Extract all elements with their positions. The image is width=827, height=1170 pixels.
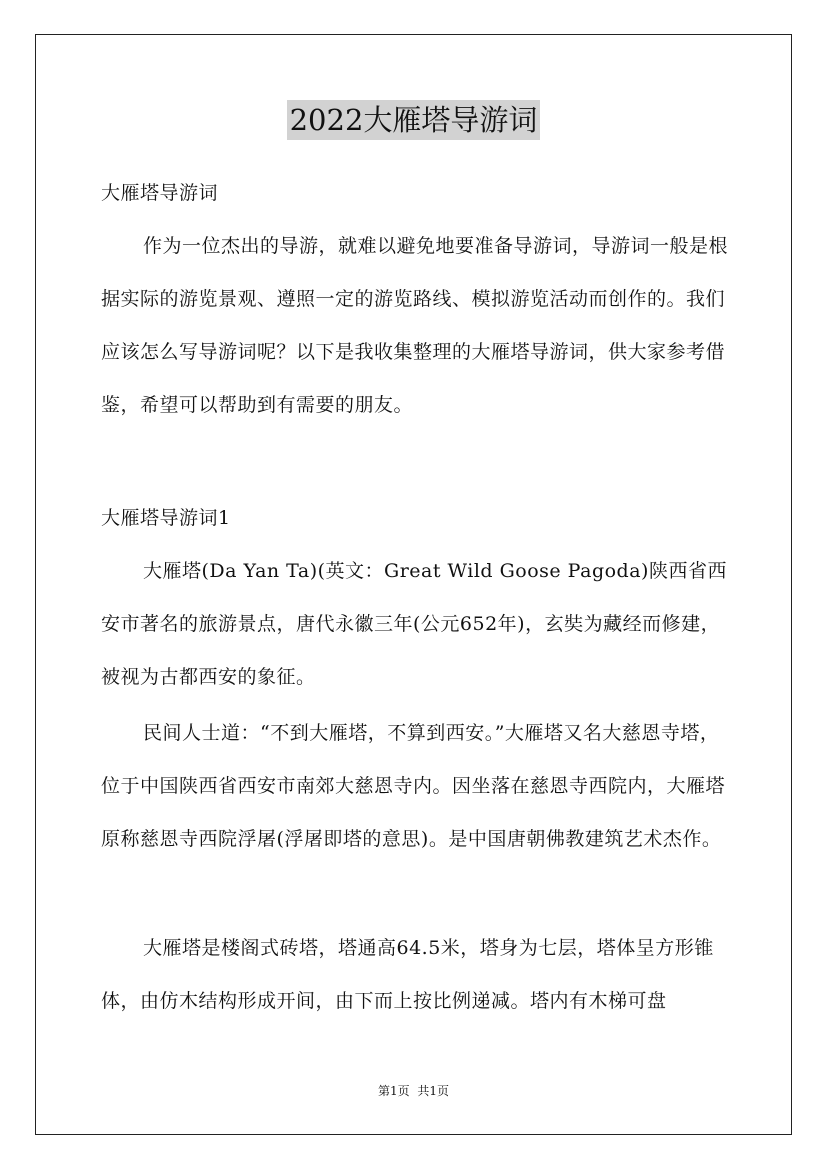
section1-paragraph-2: 民间人士道：“不到大雁塔，不算到西安。”大雁塔又名大慈恩寺塔，位于中国陕西省西安市南郊大慈恩寺内。因坐落在慈恩寺西院内，大雁塔原称慈恩寺西院浮屠(浮屠即塔的意思)。是中国唐朝佛教建筑艺术杰作。: [101, 722, 726, 850]
page-footer: [0, 1082, 827, 1100]
section1-paragraph-3: 大雁塔是楼阁式砖塔，塔通高64.5米，塔身为七层，塔体呈方形锥体，由仿木结构形成开间，由下而上按比例递减。塔内有木梯可盘: [101, 937, 714, 1012]
intro-paragraph: 作为一位杰出的导游，就难以避免地要准备导游词，导游词一般是根据实际的游览景观、遵照一定的游览路线、模拟游览活动而创作的。我们应该怎么写导游词呢？以下是我收集整理的大雁塔导游词，供大家参考借鉴，希望可以帮助到有需要的朋友。: [101, 235, 729, 416]
section1-heading: 大雁塔导游词1: [101, 507, 231, 529]
intro-heading: 大雁塔导游词: [101, 182, 219, 204]
section1-paragraph-1: 大雁塔(Da Yan Ta)(英文：Great Wild Goose Pagoda)陕西省西安市著名的旅游景点，唐代永徽三年(公元652年)，玄奘为藏经而修建，被视为古都西安的象征。: [101, 560, 727, 688]
title-container: [0, 100, 827, 140]
page-total: 共1页: [417, 1084, 450, 1098]
page-number: 第1页: [377, 1084, 410, 1098]
document-title: 2022大雁塔导游词: [287, 100, 541, 140]
